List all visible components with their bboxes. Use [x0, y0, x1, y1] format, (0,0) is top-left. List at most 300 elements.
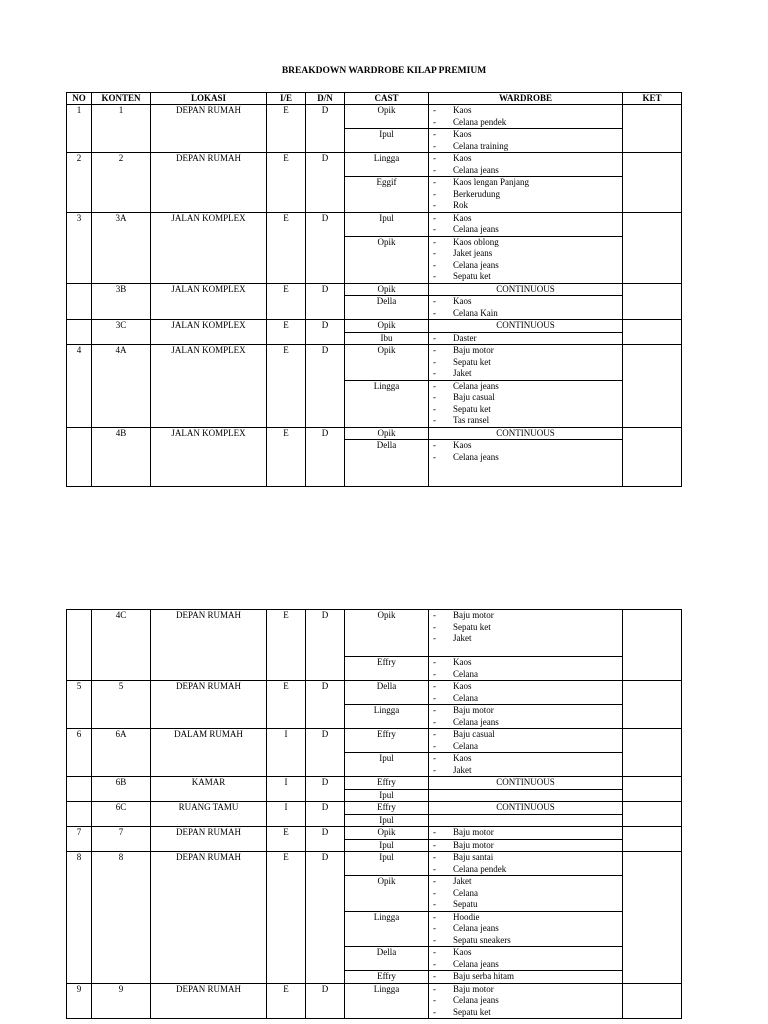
ie-cell: E	[267, 827, 306, 852]
cast-cell: Effry	[345, 971, 429, 984]
wardrobe-cell	[429, 802, 623, 815]
bullet-dash: -	[433, 934, 436, 945]
wardrobe-item	[431, 260, 620, 272]
konten-cell: 2	[92, 153, 151, 213]
header-konten: KONTEN	[92, 93, 151, 105]
konten-cell: 5	[92, 681, 151, 729]
header-ket: KET	[623, 93, 682, 105]
cast-cell: Lingga	[345, 911, 429, 947]
wardrobe-item-text: Jaket	[453, 764, 472, 775]
wardrobe-cell	[429, 283, 623, 296]
dn-cell: D	[306, 729, 345, 777]
wardrobe-item	[431, 899, 620, 911]
lokasi-cell: DEPAN RUMAH	[151, 983, 267, 1019]
cast-cell: Lingga	[345, 380, 429, 427]
cast-cell: Opik	[345, 105, 429, 129]
bullet-dash: -	[433, 668, 436, 679]
document-title: BREAKDOWN WARDROBE KILAP PREMIUM	[281, 66, 487, 76]
lokasi-cell: JALAN KOMPLEX	[151, 345, 267, 428]
cast-cell: Effry	[345, 729, 429, 753]
bullet-dash: -	[433, 380, 436, 391]
wardrobe-item	[431, 995, 620, 1007]
bullet-dash: -	[433, 368, 436, 378]
wardrobe-item	[431, 213, 620, 225]
wardrobe-item	[431, 345, 620, 357]
ie-cell: E	[267, 212, 306, 283]
wardrobe-item	[431, 105, 620, 117]
ie-cell: E	[267, 105, 306, 153]
wardrobe-item-text: Kaos	[453, 681, 472, 691]
wardrobe-cell	[429, 296, 623, 320]
ket-cell	[623, 777, 682, 802]
wardrobe-item-text: Rok	[453, 200, 469, 210]
bullet-dash: -	[433, 621, 436, 632]
dn-cell: D	[306, 345, 345, 428]
table-row	[67, 427, 682, 440]
wardrobe-item-text: Celana	[453, 740, 478, 751]
cast-cell: Della	[345, 296, 429, 320]
wardrobe-item-text: Jaket	[453, 876, 472, 886]
wardrobe-item-text: Sepatu ket	[453, 1006, 491, 1017]
wardrobe-cell	[429, 947, 623, 971]
wardrobe-cell	[429, 380, 623, 427]
table-row	[67, 852, 682, 876]
wardrobe-item	[431, 296, 620, 308]
ket-cell	[623, 852, 682, 984]
table-row	[67, 681, 682, 705]
bullet-dash: -	[433, 971, 436, 981]
cast-cell: Ipul	[345, 212, 429, 236]
wardrobe-item-text: Berkerudung	[453, 188, 500, 199]
cast-cell: Effry	[345, 802, 429, 815]
wardrobe-cell	[429, 729, 623, 753]
bullet-dash: -	[433, 610, 436, 620]
wardrobe-item-text: Celana	[453, 887, 478, 898]
bullet-dash: -	[433, 248, 436, 258]
dn-cell: D	[306, 777, 345, 802]
lokasi-cell: JALAN KOMPLEX	[151, 320, 267, 345]
table-row	[67, 827, 682, 840]
wardrobe-cell	[429, 681, 623, 705]
dn-cell: D	[306, 212, 345, 283]
wardrobe-item	[431, 381, 620, 393]
bullet-dash: -	[433, 839, 436, 850]
table-row	[67, 729, 682, 753]
wardrobe-item	[431, 117, 620, 129]
wardrobe-item-text: Celana jeans	[453, 164, 499, 175]
cast-cell: Eggif	[345, 177, 429, 213]
wardrobe-item-text: Kaos lengan Panjang	[453, 177, 529, 187]
wardrobe-item	[431, 984, 620, 996]
continuous-note: CONTINUOUS	[496, 777, 555, 787]
bullet-dash: -	[433, 392, 436, 402]
wardrobe-item-text: Jaket	[453, 633, 472, 643]
table-row	[67, 105, 682, 129]
dn-cell: D	[306, 983, 345, 1019]
wardrobe-cell	[429, 610, 623, 657]
wardrobe-cell	[429, 876, 623, 912]
wardrobe-item-text: Baju santai	[453, 852, 494, 862]
wardrobe-item	[431, 333, 620, 345]
ie-cell: I	[267, 777, 306, 802]
wardrobe-item	[431, 705, 620, 717]
scene-no-cell: 5	[67, 681, 92, 729]
ket-cell	[623, 610, 682, 681]
wardrobe-cell	[429, 236, 623, 283]
wardrobe-cell	[429, 852, 623, 876]
table-row	[67, 320, 682, 333]
lokasi-cell: DEPAN RUMAH	[151, 153, 267, 213]
wardrobe-item-text: Baju motor	[453, 705, 494, 715]
bullet-dash: -	[433, 224, 436, 234]
header-no: NO	[67, 93, 92, 105]
lokasi-cell: DEPAN RUMAH	[151, 827, 267, 852]
cast-cell: Lingga	[345, 983, 429, 1019]
bullet-dash: -	[433, 887, 436, 898]
bullet-dash: -	[433, 753, 436, 763]
bullet-dash: -	[433, 296, 436, 306]
wardrobe-item	[431, 248, 620, 260]
scene-no-cell: 6	[67, 729, 92, 777]
wardrobe-item	[431, 681, 620, 693]
ie-cell: E	[267, 283, 306, 320]
wardrobe-item-text: Celana pendek	[453, 116, 507, 127]
bullet-dash: -	[433, 177, 436, 187]
wardrobe-item-text: Baju casual	[453, 392, 495, 402]
lokasi-cell: DALAM RUMAH	[151, 729, 267, 777]
bullet-dash: -	[433, 827, 436, 837]
wardrobe-item-text: Kaos oblong	[453, 236, 499, 247]
wardrobe-cell	[429, 705, 623, 729]
wardrobe-item	[431, 622, 620, 634]
ket-cell	[623, 729, 682, 777]
bullet-dash: -	[433, 995, 436, 1005]
wardrobe-item-text: Kaos	[453, 153, 472, 163]
ie-cell: E	[267, 427, 306, 487]
bullet-dash: -	[433, 876, 436, 886]
wardrobe-item-text: Baju casual	[453, 729, 495, 739]
cast-cell: Opik	[345, 345, 429, 381]
wardrobe-cell	[429, 332, 623, 345]
wardrobe-item	[431, 177, 620, 189]
wardrobe-item-text: Sepatu ket	[453, 403, 491, 414]
bullet-dash: -	[433, 705, 436, 715]
scene-no-cell	[67, 427, 92, 487]
bullet-dash: -	[433, 983, 436, 994]
scene-no-cell: 3	[67, 212, 92, 283]
bullet-dash: -	[433, 236, 436, 247]
dn-cell: D	[306, 153, 345, 213]
bullet-dash: -	[433, 911, 436, 922]
cast-cell: Effry	[345, 657, 429, 681]
wardrobe-item-text: Celana jeans	[453, 224, 499, 234]
dn-cell: D	[306, 283, 345, 320]
wardrobe-item-text: Celana training	[453, 140, 509, 151]
wardrobe-item	[431, 633, 620, 645]
lokasi-cell: KAMAR	[151, 777, 267, 802]
wardrobe-cell	[429, 105, 623, 129]
cast-cell: Della	[345, 681, 429, 705]
scene-no-cell: 9	[67, 983, 92, 1019]
cast-cell: Ipul	[345, 852, 429, 876]
bullet-dash: -	[433, 451, 436, 462]
header-ie: I/E	[267, 93, 306, 105]
wardrobe-item-text: Kaos	[453, 105, 472, 115]
bullet-dash: -	[433, 164, 436, 175]
wardrobe-item-text: Daster	[453, 332, 477, 343]
wardrobe-cell	[429, 839, 623, 852]
dn-cell: D	[306, 802, 345, 827]
konten-cell: 4A	[92, 345, 151, 428]
wardrobe-item	[431, 440, 620, 452]
konten-cell: 9	[92, 983, 151, 1019]
wardrobe-item-text: Kaos	[453, 129, 472, 139]
ie-cell: E	[267, 320, 306, 345]
scene-no-cell	[67, 320, 92, 345]
lokasi-cell: RUANG TAMU	[151, 802, 267, 827]
scene-no-cell	[67, 777, 92, 802]
ie-cell: E	[267, 345, 306, 428]
scene-no-cell: 7	[67, 827, 92, 852]
continuous-note: CONTINUOUS	[496, 283, 555, 294]
scene-no-cell	[67, 283, 92, 320]
konten-cell: 1	[92, 105, 151, 153]
wardrobe-item-text: Sepatu ket	[453, 621, 491, 632]
ket-cell	[623, 345, 682, 428]
bullet-dash: -	[433, 729, 436, 739]
wardrobe-item	[431, 827, 620, 839]
wardrobe-item	[431, 610, 620, 622]
wardrobe-item-text: Celana jeans	[453, 259, 499, 270]
wardrobe-item-text: Celana	[453, 668, 478, 679]
bullet-dash: -	[433, 633, 436, 643]
bullet-dash: -	[433, 307, 436, 318]
bullet-dash: -	[433, 356, 436, 367]
bullet-dash: -	[433, 947, 436, 957]
table-row	[67, 153, 682, 177]
bullet-dash: -	[433, 415, 436, 425]
wardrobe-item	[431, 852, 620, 864]
wardrobe-item-text: Celana jeans	[453, 380, 499, 391]
cast-cell: Lingga	[345, 153, 429, 177]
cast-cell: Effry	[345, 777, 429, 790]
wardrobe-item	[431, 357, 620, 369]
continuous-note: CONTINUOUS	[496, 427, 555, 438]
wardrobe-item	[431, 368, 620, 380]
wardrobe-table-page-1	[66, 92, 682, 487]
wardrobe-item	[431, 165, 620, 177]
wardrobe-item	[431, 971, 620, 983]
lokasi-cell: DEPAN RUMAH	[151, 610, 267, 681]
wardrobe-item-text: Sepatu ket	[453, 356, 491, 367]
wardrobe-item	[431, 741, 620, 753]
cast-cell: Della	[345, 440, 429, 487]
wardrobe-cell	[429, 911, 623, 947]
wardrobe-cell	[429, 983, 623, 1019]
ie-cell: I	[267, 802, 306, 827]
ket-cell	[623, 983, 682, 1019]
wardrobe-item-text: Sepatu ket	[453, 271, 491, 281]
ket-cell	[623, 283, 682, 320]
dn-cell: D	[306, 827, 345, 852]
bullet-dash: -	[433, 271, 436, 281]
table-row	[67, 802, 682, 815]
wardrobe-item	[431, 657, 620, 669]
wardrobe-item-text: Baju motor	[453, 345, 494, 355]
cast-cell: Ibu	[345, 332, 429, 345]
bullet-dash: -	[433, 863, 436, 874]
ie-cell: E	[267, 610, 306, 681]
bullet-dash: -	[433, 332, 436, 343]
bullet-dash: -	[433, 140, 436, 151]
scene-no-cell: 4	[67, 345, 92, 428]
wardrobe-cell	[429, 657, 623, 681]
wardrobe-item	[431, 840, 620, 852]
wardrobe-item	[431, 753, 620, 765]
bullet-dash: -	[433, 153, 436, 163]
bullet-dash: -	[433, 852, 436, 862]
wardrobe-item-text: Kaos	[453, 947, 472, 957]
ket-cell	[623, 212, 682, 283]
bullet-dash: -	[433, 657, 436, 667]
lokasi-cell: DEPAN RUMAH	[151, 681, 267, 729]
header-lokasi: LOKASI	[151, 93, 267, 105]
wardrobe-item	[431, 923, 620, 935]
table-row	[67, 610, 682, 657]
konten-cell: 6C	[92, 802, 151, 827]
wardrobe-item	[431, 888, 620, 900]
header-row	[67, 93, 682, 105]
scene-no-cell	[67, 802, 92, 827]
wardrobe-table-page-2	[66, 609, 682, 1019]
wardrobe-item-text: Kaos	[453, 657, 472, 667]
bullet-dash: -	[433, 764, 436, 775]
dn-cell: D	[306, 427, 345, 487]
wardrobe-item-text: Kaos	[453, 440, 472, 450]
bullet-dash: -	[433, 923, 436, 933]
bullet-dash: -	[433, 259, 436, 270]
wardrobe-item-text: Sepatu sneakers	[453, 934, 511, 945]
cast-cell: Della	[345, 947, 429, 971]
scene-no-cell	[67, 610, 92, 681]
wardrobe-item-text: Tas ransel	[453, 415, 490, 425]
wardrobe-item	[431, 912, 620, 924]
wardrobe-item	[431, 765, 620, 777]
wardrobe-item-text: Baju motor	[453, 839, 494, 850]
bullet-dash: -	[433, 129, 436, 139]
cast-cell: Ipul	[345, 753, 429, 777]
wardrobe-item-text: Baju motor	[453, 610, 494, 620]
wardrobe-item	[431, 729, 620, 741]
ket-cell	[623, 153, 682, 213]
wardrobe-cell	[429, 212, 623, 236]
header-wardrobe: WARDROBE	[429, 93, 623, 105]
bullet-dash: -	[433, 681, 436, 691]
lokasi-cell: JALAN KOMPLEX	[151, 212, 267, 283]
wardrobe-cell	[429, 129, 623, 153]
wardrobe-item-text: Celana pendek	[453, 863, 507, 874]
konten-cell: 3B	[92, 283, 151, 320]
wardrobe-item-text: Sepatu	[453, 899, 478, 909]
wardrobe-cell	[429, 753, 623, 777]
bullet-dash: -	[433, 403, 436, 414]
scene-no-cell: 1	[67, 105, 92, 153]
cast-cell: Opik	[345, 320, 429, 333]
wardrobe-item	[431, 153, 620, 165]
wardrobe-cell	[429, 971, 623, 984]
table-row	[67, 212, 682, 236]
lokasi-cell: DEPAN RUMAH	[151, 852, 267, 984]
wardrobe-item	[431, 669, 620, 681]
ket-cell	[623, 105, 682, 153]
konten-cell: 3C	[92, 320, 151, 345]
wardrobe-item-text: Baju motor	[453, 983, 494, 994]
bullet-dash: -	[433, 200, 436, 210]
bullet-dash: -	[433, 899, 436, 909]
dn-cell: D	[306, 681, 345, 729]
cast-cell: Opik	[345, 427, 429, 440]
wardrobe-item	[431, 693, 620, 705]
wardrobe-item-text: Celana jeans	[453, 716, 499, 727]
wardrobe-cell	[429, 320, 623, 333]
bullet-dash: -	[433, 212, 436, 223]
wardrobe-item-text: Hoodie	[453, 911, 480, 922]
wardrobe-item-text: Celana jeans	[453, 958, 499, 969]
table-row	[67, 345, 682, 381]
wardrobe-cell	[429, 345, 623, 381]
konten-cell: 7	[92, 827, 151, 852]
wardrobe-item	[431, 392, 620, 404]
bullet-dash: -	[433, 440, 436, 450]
lokasi-cell: DEPAN RUMAH	[151, 105, 267, 153]
ie-cell: I	[267, 729, 306, 777]
table-row	[67, 283, 682, 296]
cast-cell: Opik	[345, 827, 429, 840]
dn-cell: D	[306, 852, 345, 984]
wardrobe-item	[431, 404, 620, 416]
dn-cell: D	[306, 610, 345, 681]
cast-cell: Opik	[345, 283, 429, 296]
bullet-dash: -	[433, 716, 436, 727]
wardrobe-item-text: Baju motor	[453, 827, 494, 837]
lokasi-cell: JALAN KOMPLEX	[151, 283, 267, 320]
cast-cell: Opik	[345, 236, 429, 283]
ket-cell	[623, 320, 682, 345]
lokasi-cell: JALAN KOMPLEX	[151, 427, 267, 487]
table-body	[67, 610, 682, 1019]
konten-cell: 3A	[92, 212, 151, 283]
wardrobe-item-text: Kaos	[453, 296, 472, 306]
wardrobe-item-text: Celana jeans	[453, 923, 499, 933]
wardrobe-item	[431, 876, 620, 888]
konten-cell: 6B	[92, 777, 151, 802]
wardrobe-item	[431, 189, 620, 201]
wardrobe-item	[431, 308, 620, 320]
wardrobe-item	[431, 947, 620, 959]
wardrobe-item-text: Jaket jeans	[453, 248, 493, 258]
continuous-note: CONTINUOUS	[496, 802, 555, 812]
wardrobe-item-text: Jaket	[453, 368, 472, 378]
wardrobe-cell	[429, 789, 623, 802]
wardrobe-cell	[429, 827, 623, 840]
wardrobe-item	[431, 237, 620, 249]
wardrobe-item-text: Celana jeans	[453, 995, 499, 1005]
konten-cell: 4C	[92, 610, 151, 681]
wardrobe-item	[431, 200, 620, 212]
cast-cell: Lingga	[345, 705, 429, 729]
cast-cell: Ipul	[345, 814, 429, 827]
wardrobe-cell	[429, 440, 623, 487]
